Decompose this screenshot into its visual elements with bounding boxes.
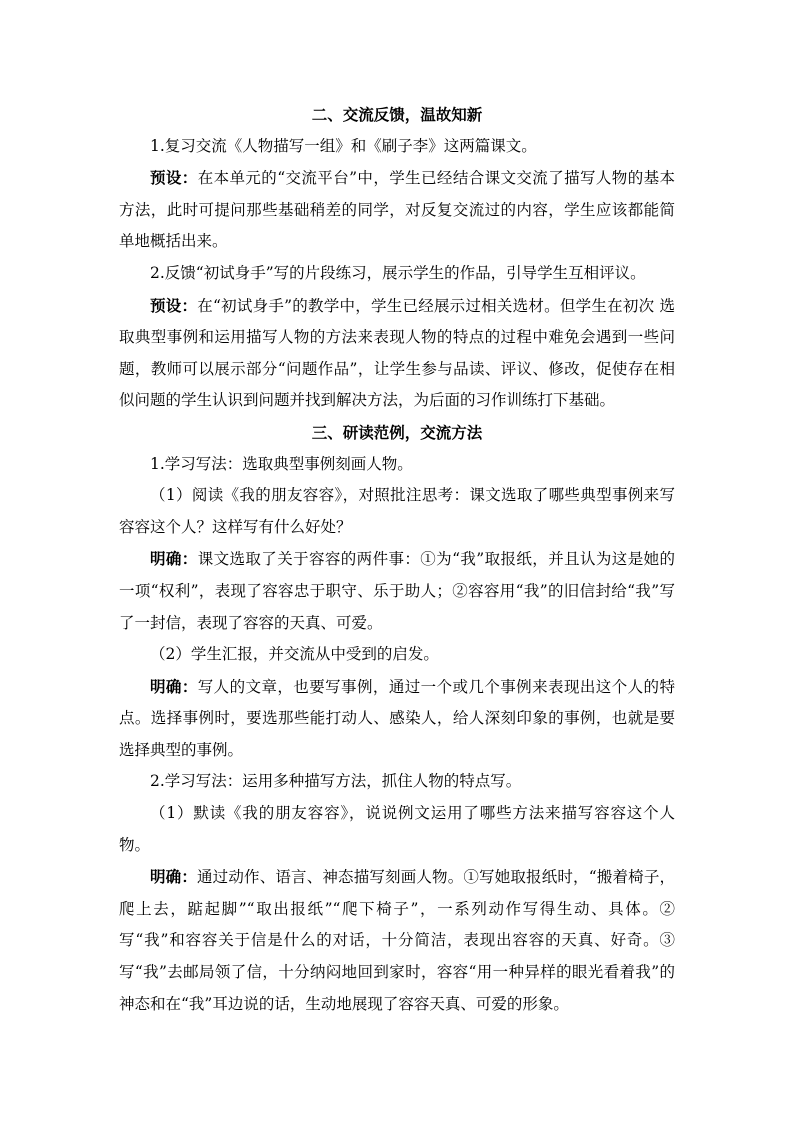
paragraph-silent-read: （1）默读《我的朋友容容》，说说例文运用了哪些方法来描写容容这个人物。 [119, 804, 675, 854]
paragraph-method-1: 1.学习写法：选取典型事例刻画人物。 [150, 454, 413, 473]
paragraph-preset-1 [119, 162, 675, 258]
paragraph-method-2: 2.学习写法：运用多种描写方法，抓住人物的特点写。 [150, 772, 522, 791]
paragraph-text: 在“初试身手”的教学中，学生已经展示过相关选材。但学生在初次 选取典型事例和运用描写人物的方法来表现人物的特点的过程中难免会遇到一些问题，教师可以展示部分“问题作品”，让学生参与品读、评议、修改，促使存在相似问题的学生认识到问题并找到解决方法，为后面的习作训练打下基础。 [119, 296, 675, 410]
section-heading-3: 三、研读范例，交流方法 [311, 422, 483, 442]
paragraph-read-example: （1）阅读《我的朋友容容》，对照批注思考：课文选取了哪些典型事例来写容容这个人？这样写有什么好处？ [119, 486, 675, 536]
paragraph-feedback-practice: 2.反馈“初试身手”写的片段练习，展示学生的作品，引导学生互相评议。 [150, 263, 646, 282]
section-heading-2: 二、交流反馈，温故知新 [311, 105, 483, 124]
lead-label: 预设： [150, 295, 198, 315]
paragraph-text: 在本单元的“交流平台”中，学生已经结合课文交流了描写人物的基本方法，此时可提问那些基础稍差的同学，对反复交流过的内容，学生应该都能简单地概括出来。 [119, 169, 675, 251]
paragraph-text: 写人的文章，也要写事例，通过一个或几个事例来表现出这个人的特点。选择事例时，要选那些能打动人、感染人，给人深刻印象的事例，也就是要选择典型的事例。 [119, 677, 675, 759]
paragraph-clarify-1 [119, 543, 675, 639]
paragraph-student-report: （2）学生汇报，并交流从中受到的启发。 [150, 645, 439, 664]
paragraph-clarify-3 [119, 861, 675, 1020]
lead-label: 预设： [150, 168, 198, 188]
paragraph-review-lessons: 1.复习交流《人物描写一组》和《刷子李》这两篇课文。 [150, 136, 537, 155]
paragraph-preset-2 [119, 290, 675, 417]
paragraph-text: 课文选取了关于容容的两件事：①为“我”取报纸，并且认为这是她的一项“权利”，表现了容容忠于职守、乐于助人；②容容用“我”的旧信封给“我”写了一封信，表现了容容的天真、可爱。 [119, 550, 675, 632]
lead-label: 明确： [150, 867, 198, 887]
document-body [119, 99, 675, 1020]
lead-label: 明确： [150, 549, 198, 569]
paragraph-clarify-2 [119, 671, 675, 767]
lead-label: 明确： [150, 676, 198, 696]
paragraph-text: 通过动作、语言、神态描写刻画人物。①写她取报纸时，“搬着椅子，爬上去，踮起脚”“取出报纸”“爬下椅子”，一系列动作写得生动、具体。②写“我”和容容关于信是什么的对话，十分简洁，表现出容容的天真、好奇。③写“我”去邮局领了信，十分纳闷地回到家时，容容“用一种异样的眼光看着我”的神态和在“我”耳边说的话，生动地展现了容容天真、可爱的形象。 [119, 868, 675, 1013]
